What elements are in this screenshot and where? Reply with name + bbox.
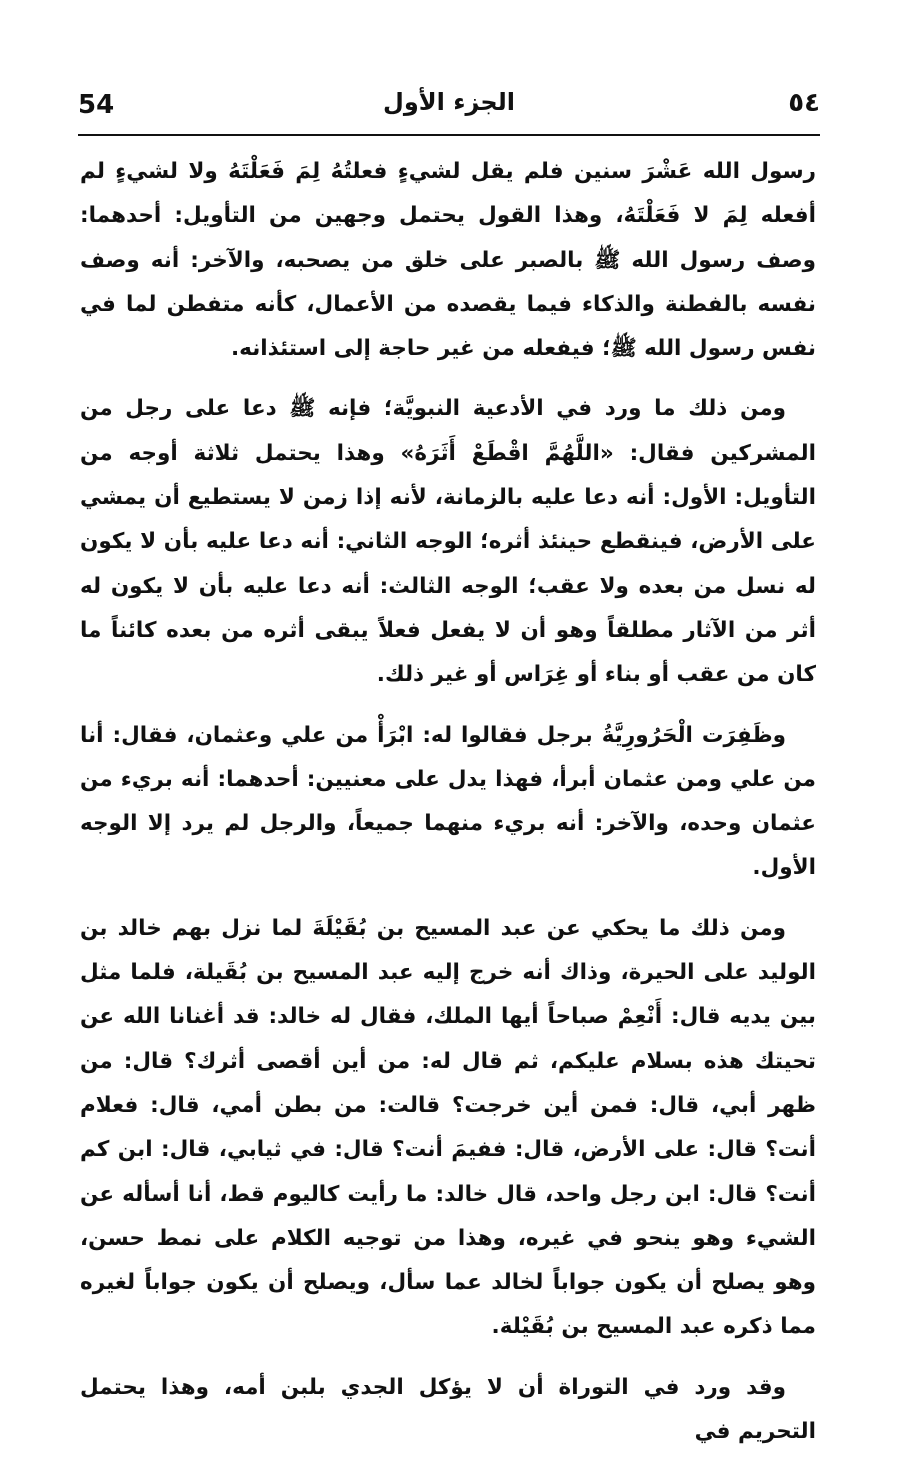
page-number-latin: 54	[78, 90, 115, 120]
paragraph: وقد ورد في التوراة أن لا يؤكل الجدي بلبن أمه، وهذا يحتمل التحريم في	[80, 1374, 816, 1445]
header-rule	[78, 134, 820, 136]
running-title: الجزء الأول	[383, 88, 515, 116]
page-header	[78, 88, 820, 128]
paragraph: رسول الله عَشْرَ سنين فلم يقل لشيءٍ فعلتُهُ لِمَ فَعَلْتَهُ ولا لشيءٍ لم أفعله لِمَ لا فَعَلْتَهُ، وهذا القول يحتمل وجهين من التأويل: أحدهما: وصف رسول الله ﷺ بالصبر على خلق من يصحبه، والآخر: أنه وصف نفسه بالفطنة والذكاء فيما يقصده من الأعمال، كأنه متفطن لما في نفس رسول الله ﷺ؛ فيفعله من غير حاجة إلى استئذانه.	[80, 159, 816, 362]
page-number-arabic: ٥٤	[788, 88, 820, 118]
paragraph: وظَفِرَت الْحَرُورِيَّةُ برجل فقالوا له: ابْرَأْ من علي وعثمان، فقال: أنا من علي ومن عثمان أبرأ، فهذا يدل على معنيين: أحدهما: أنه بريء من عثمان وحده، والآخر: أنه بريء منهما جميعاً، والرجل لم يرد إلا الوجه الأول.	[80, 722, 816, 881]
paragraph: ومن ذلك ما يحكي عن عبد المسيح بن بُقَيْلَةَ لما نزل بهم خالد بن الوليد على الحيرة، وذاك أنه خرج إليه عبد المسيح بن بُقَيلة، فلما مثل بين يديه قال: أَنْعِمْ صباحاً أيها الملك، فقال له خالد: قد أغنانا الله عن تحيتك هذه بسلام عليكم، ثم قال له: من أين أقصى أثرك؟ قال: من ظهر أبي، قال: فمن أين خرجت؟ قالت: من بطن أمي، قال: فعلام أنت؟ قال: على الأرض، قال: ففيمَ أنت؟ قال: في ثيابي، قال: ابن كم أنت؟ قال: ابن رجل واحد، قال خالد: ما رأيت كاليوم قط، أنا أسأله عن الشيء وهو ينحو في غيره، وهذا من توجيه الكلام على نمط حسن، وهو يصلح أن يكون جواباً لخالد عما سأل، ويصلح أن يكون جواباً لغيره مما ذكره عبد المسيح بن بُقَيْلة.	[80, 915, 816, 1340]
body-text	[80, 150, 816, 1470]
paragraph: ومن ذلك ما ورد في الأدعية النبويَّة؛ فإنه ﷺ دعا على رجل من المشركين فقال: «اللَّهُمَّ اقْطَعْ أَثَرَهُ» وهذا يحتمل ثلاثة أوجه من التأويل: الأول: أنه دعا عليه بالزمانة، لأنه إذا زمن لا يستطيع أن يمشي على الأرض، فينقطع حينئذ أثره؛ الوجه الثاني: أنه دعا عليه بأن لا يكون له نسل من بعده ولا عقب؛ الوجه الثالث: أنه دعا عليه بأن لا يكون له أثر من الآثار مطلقاً وهو أن لا يفعل فعلاً يبقى أثره من بعده كائناً ما كان من عقب أو بناء أو غِرَاس أو غير ذلك.	[80, 396, 816, 688]
